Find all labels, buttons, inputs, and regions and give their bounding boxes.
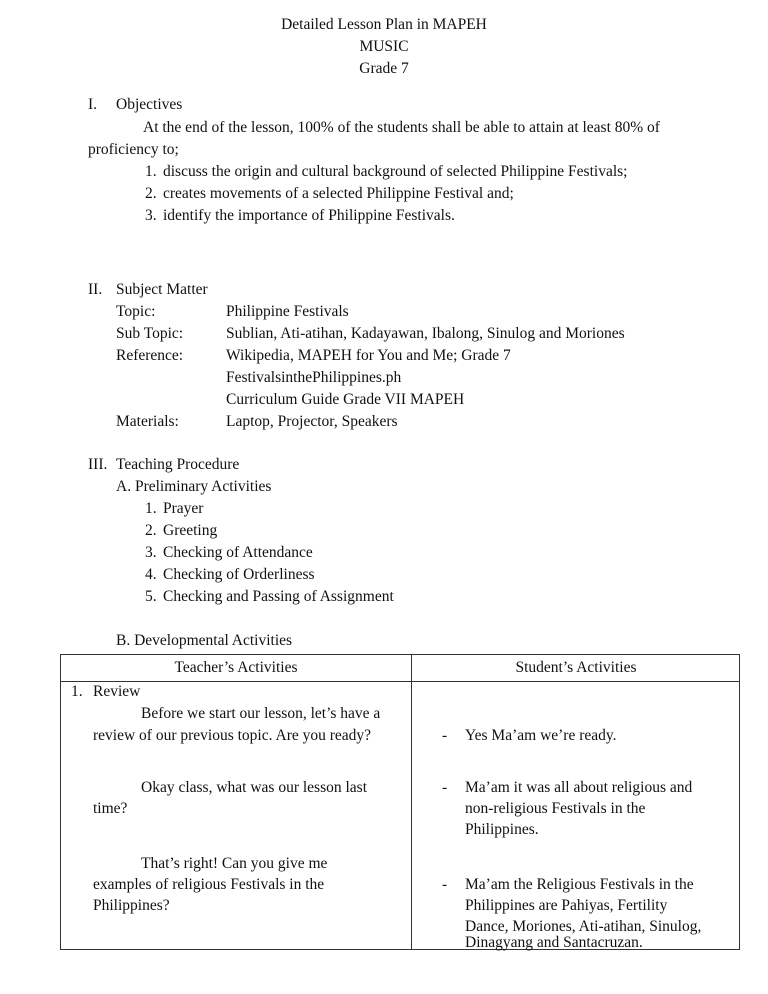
student-line: Philippines.	[465, 821, 539, 838]
list-number: 3.	[145, 207, 157, 224]
student-line: Dinagyang and Santacruzan.	[465, 934, 643, 951]
header-teacher: Teacher’s Activities	[174, 659, 298, 676]
list-number: 3.	[145, 544, 157, 561]
materials-value: Laptop, Projector, Speakers	[226, 413, 398, 430]
subtopic-label: Sub Topic:	[116, 325, 184, 342]
list-number: 1.	[145, 163, 157, 180]
teacher-line: Philippines?	[93, 897, 170, 914]
student-line: Yes Ma’am we’re ready.	[465, 727, 617, 744]
teacher-line: time?	[93, 800, 128, 817]
bullet-dash: -	[442, 876, 448, 893]
section-numeral: II.	[88, 281, 103, 298]
section-numeral: III.	[88, 456, 108, 473]
preliminary-item: Checking and Passing of Assignment	[163, 588, 394, 605]
topic-value: Philippine Festivals	[226, 303, 349, 320]
list-number: 2.	[145, 185, 157, 202]
objective-item: creates movements of a selected Philippine Festival and;	[163, 185, 514, 202]
section-title: Review	[93, 683, 141, 700]
materials-label: Materials:	[116, 413, 179, 430]
subtopic-value: Sublian, Ati-atihan, Kadayawan, Ibalong, Sinulog and Moriones	[226, 325, 625, 342]
teacher-line: Before we start our lesson, let’s have a	[141, 705, 381, 722]
list-number: 4.	[145, 566, 157, 583]
teacher-line: examples of religious Festivals in the	[93, 876, 325, 893]
preliminary-label: A. Preliminary Activities	[116, 478, 272, 495]
objectives-intro-cont: proficiency to;	[88, 141, 179, 158]
teacher-line: That’s right! Can you give me	[141, 855, 328, 872]
preliminary-item: Checking of Attendance	[163, 544, 313, 561]
bullet-dash: -	[442, 727, 448, 744]
document-subject: MUSIC	[359, 38, 409, 55]
student-line: Dance, Moriones, Ati-atihan, Sinulog,	[465, 918, 702, 935]
list-number: 1.	[71, 683, 83, 700]
document-title: Detailed Lesson Plan in MAPEH	[281, 16, 487, 33]
section-numeral: I.	[88, 96, 98, 113]
objectives-intro: At the end of the lesson, 100% of the students shall be able to attain at least 80% of	[143, 119, 660, 136]
reference-value: Wikipedia, MAPEH for You and Me; Grade 7	[226, 347, 511, 364]
list-number: 2.	[145, 522, 157, 539]
reference-value: Curriculum Guide Grade VII MAPEH	[226, 391, 465, 408]
reference-value: FestivalsinthePhilippines.ph	[226, 369, 402, 386]
topic-label: Topic:	[116, 303, 156, 320]
reference-label: Reference:	[116, 347, 184, 364]
header-divider	[61, 681, 739, 682]
student-line: Ma’am the Religious Festivals in the	[465, 876, 694, 893]
section-heading-objectives: Objectives	[116, 96, 183, 113]
preliminary-item: Checking of Orderliness	[163, 566, 315, 583]
preliminary-item: Prayer	[163, 500, 204, 517]
preliminary-item: Greeting	[163, 522, 218, 539]
section-heading-subject-matter: Subject Matter	[116, 281, 208, 298]
student-line: Philippines are Pahiyas, Fertility	[465, 897, 668, 914]
column-divider	[411, 655, 412, 949]
student-line: non-religious Festivals in the	[465, 800, 646, 817]
document-grade: Grade 7	[359, 60, 409, 77]
objective-item: identify the importance of Philippine Festivals.	[163, 207, 455, 224]
bullet-dash: -	[442, 779, 448, 796]
objective-item: discuss the origin and cultural background of selected Philippine Festivals;	[163, 163, 628, 180]
teacher-line: review of our previous topic. Are you ready?	[93, 727, 372, 744]
list-number: 1.	[145, 500, 157, 517]
section-heading-procedure: Teaching Procedure	[116, 456, 240, 473]
student-line: Ma’am it was all about religious and	[465, 779, 693, 796]
activities-table	[60, 654, 740, 950]
teacher-line: Okay class, what was our lesson last	[141, 779, 367, 796]
header-student: Student’s Activities	[515, 659, 637, 676]
developmental-label: B. Developmental Activities	[116, 632, 293, 649]
list-number: 5.	[145, 588, 157, 605]
